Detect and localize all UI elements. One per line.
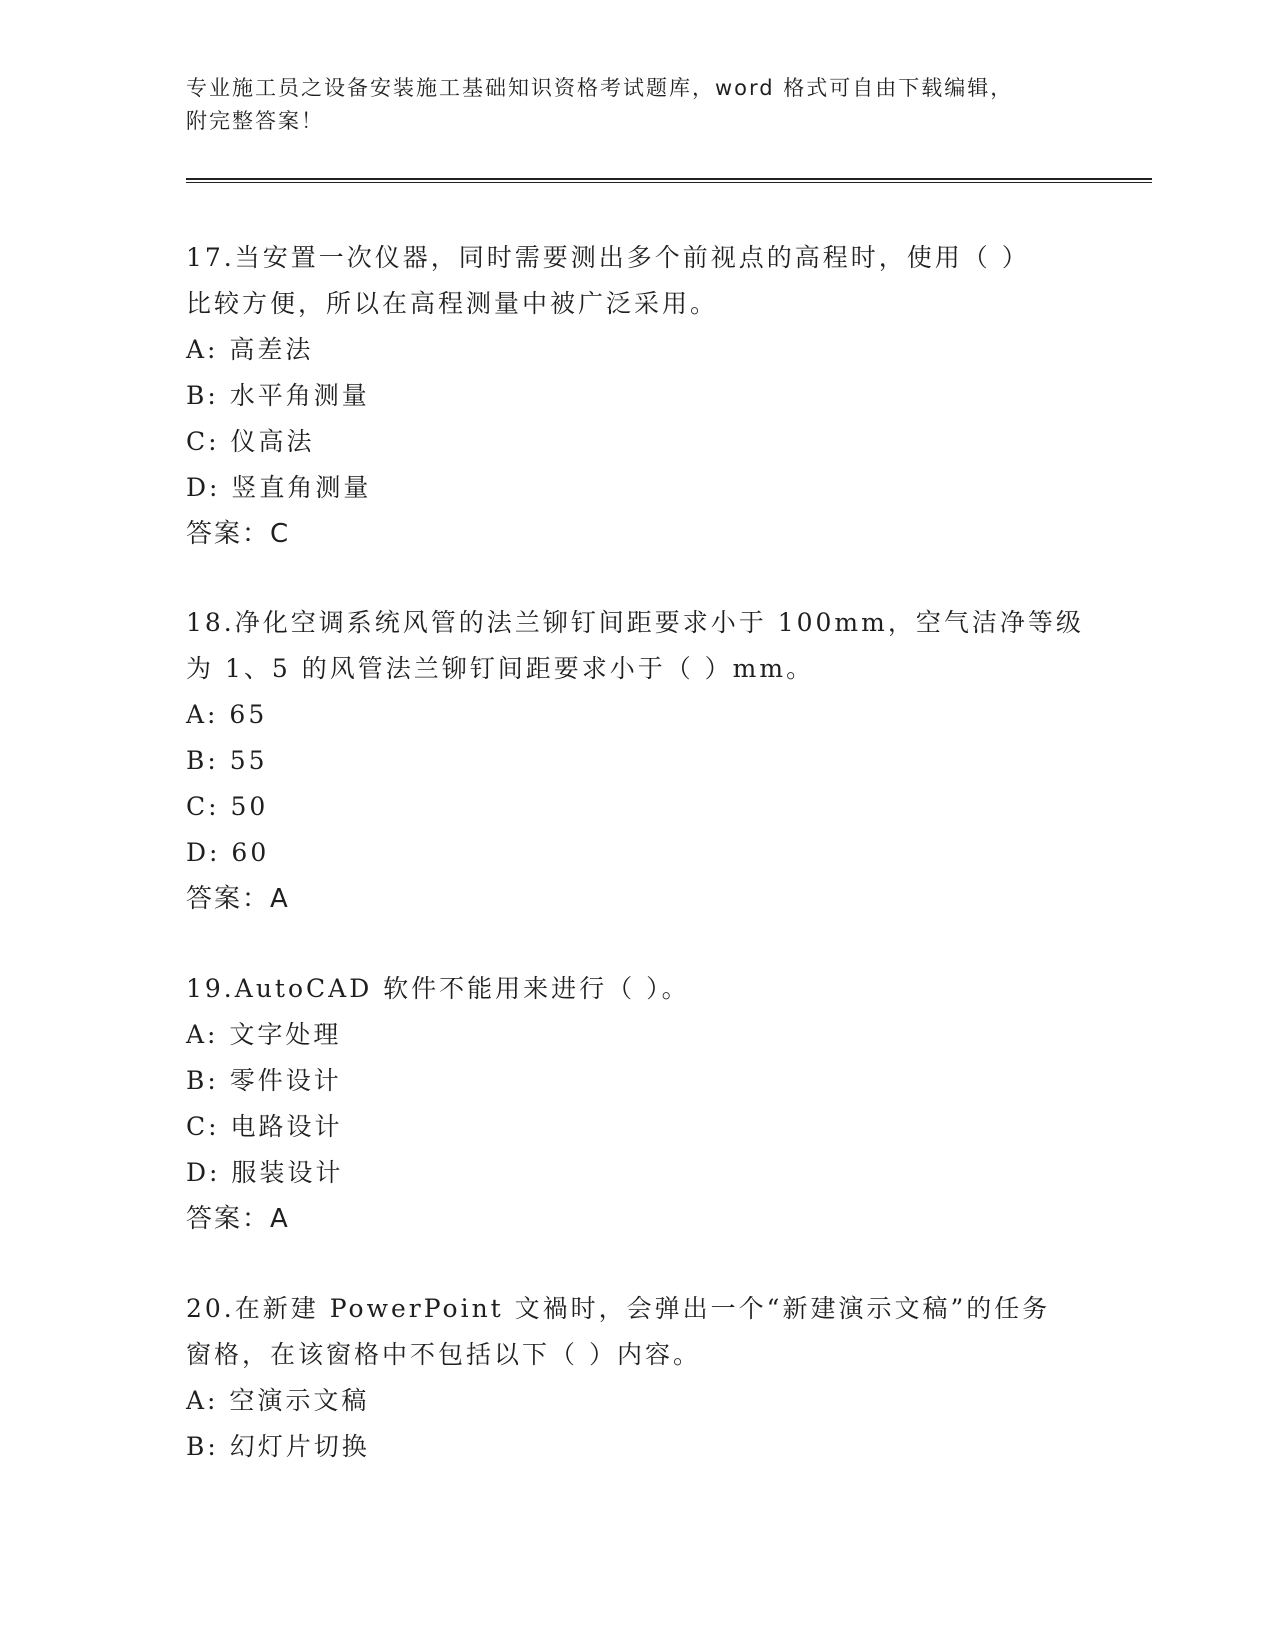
answer-line: 答案：C (186, 519, 291, 549)
answer-line: 答案：A (186, 1204, 290, 1234)
option-c: C: 电路设计 (186, 1112, 343, 1141)
header-divider (186, 178, 1152, 180)
question-stem-continued: 为 1、5 的风管法兰铆钉间距要求小于（ ）mm。 (186, 654, 815, 683)
question-stem-continued: 窗格，在该窗格中不包括以下（ ）内容。 (186, 1340, 701, 1369)
option-a: A: 65 (186, 700, 268, 729)
option-b: B: 幻灯片切换 (186, 1432, 370, 1461)
question-stem: 19.AutoCAD 软件不能用来进行（ ）。 (186, 974, 690, 1003)
question-stem-continued: 比较方便，所以在高程测量中被广泛采用。 (186, 289, 719, 318)
option-b: B: 水平角测量 (186, 381, 370, 410)
option-a: A: 空演示文稿 (186, 1386, 370, 1415)
option-d: D: 服装设计 (186, 1158, 344, 1187)
answer-line: 答案：A (186, 884, 290, 914)
option-a: A: 文字处理 (186, 1020, 342, 1049)
question-17 (186, 235, 1086, 557)
question-stem: 20.在新建 PowerPoint 文禍时，会弹出一个“新建演示文稿”的任务 (186, 1294, 1051, 1323)
header-line-1: 专业施工员之设备安装施工基础知识资格考试题库，word 格式可自由下载编辑， (186, 76, 1014, 100)
document-header (186, 72, 1066, 138)
question-19 (186, 966, 1086, 1242)
option-b: B: 零件设计 (186, 1066, 342, 1095)
header-line-2: 附完整答案！ (186, 109, 324, 133)
option-c: C: 仪高法 (186, 427, 315, 456)
option-a: A: 高差法 (186, 335, 314, 364)
question-18 (186, 600, 1086, 922)
option-b: B: 55 (186, 746, 268, 775)
question-stem: 18.净化空调系统风管的法兰铆钉间距要求小于 100mm，空气洁净等级 (186, 608, 1084, 637)
header-divider-thin (186, 182, 1152, 183)
question-stem: 17.当安置一次仪器，同时需要测出多个前视点的高程时，使用（ ） (186, 243, 1030, 272)
question-20 (186, 1286, 1086, 1470)
option-d: D: 60 (186, 838, 270, 867)
option-d: D: 竖直角测量 (186, 473, 372, 502)
option-c: C: 50 (186, 792, 269, 821)
